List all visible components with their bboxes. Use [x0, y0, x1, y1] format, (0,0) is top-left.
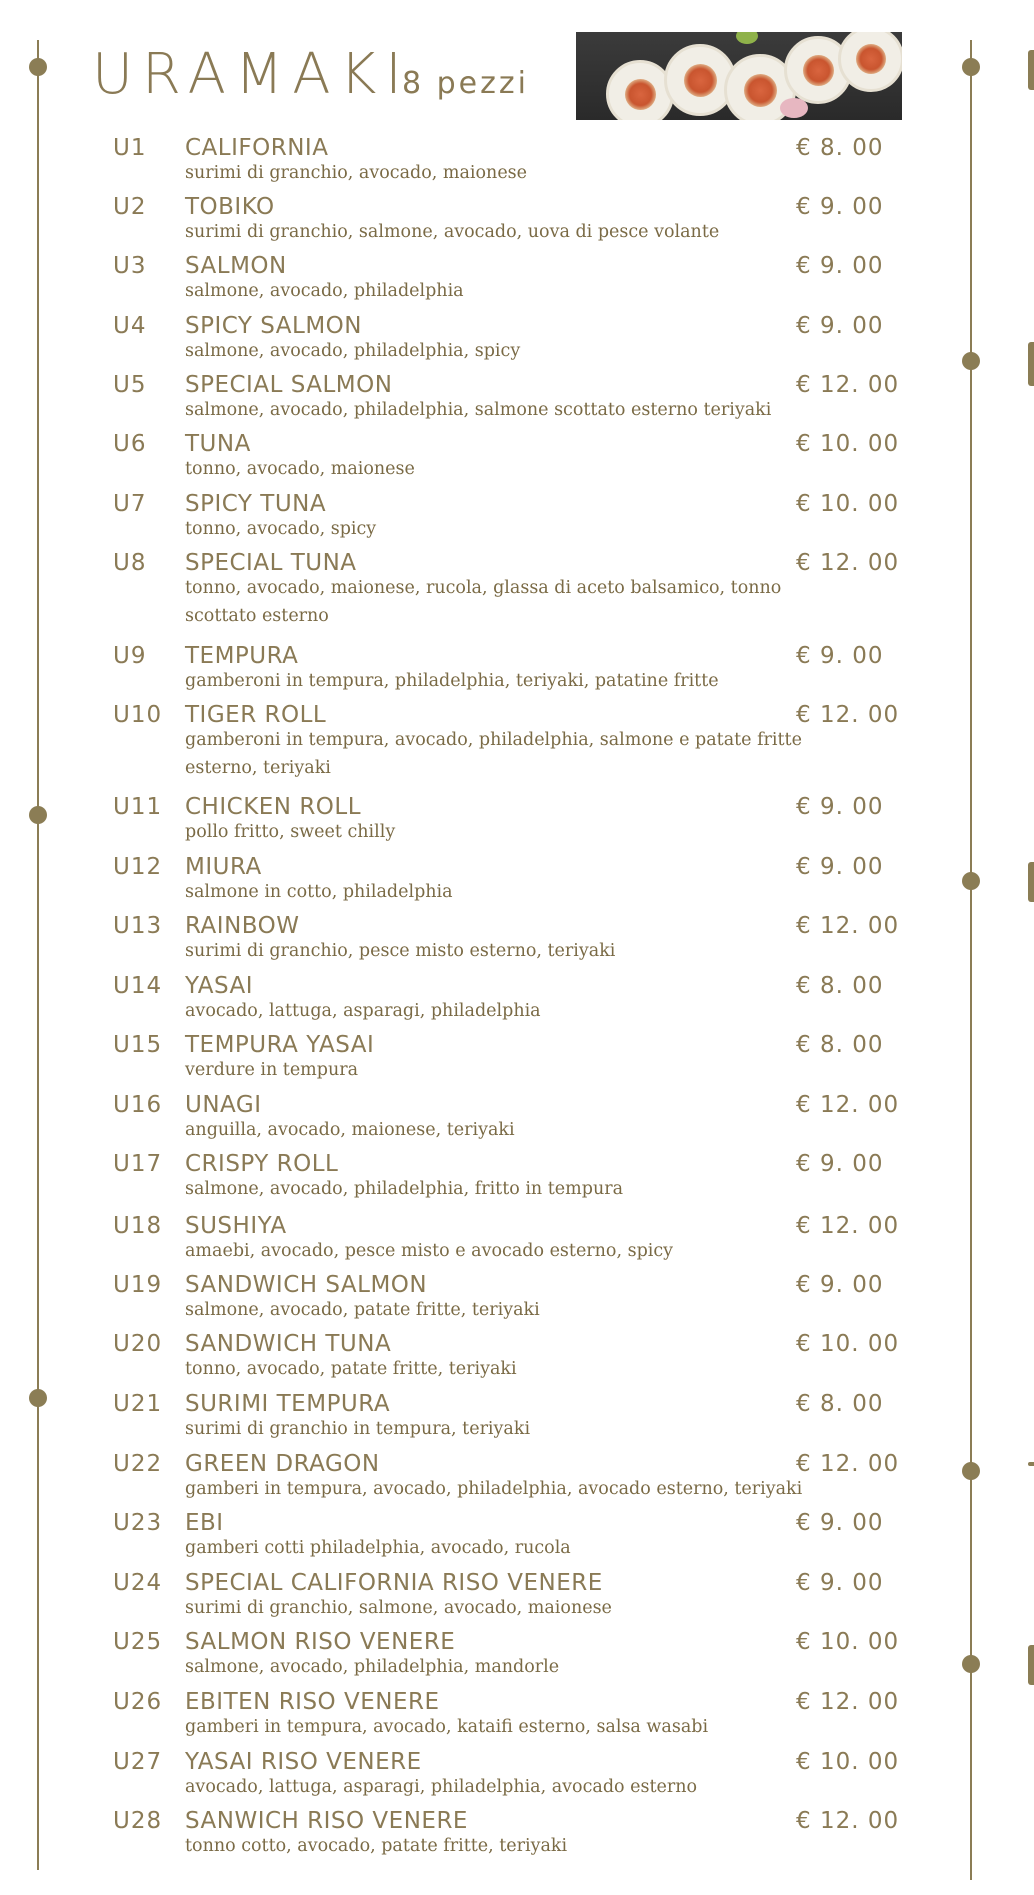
item-code: U9	[113, 643, 147, 669]
item-name: RAINBOW	[185, 913, 300, 939]
item-name: SALMON RISO VENERE	[185, 1629, 456, 1655]
menu-item	[0, 1148, 1034, 1206]
item-name: EBITEN RISO VENERE	[185, 1689, 440, 1715]
item-description: anguilla, avocado, maionese, teriyaki	[185, 1120, 515, 1140]
item-description: salmone, avocado, philadelphia, salmone scottato esterno teriyaki	[185, 400, 772, 420]
garnish-image	[736, 32, 758, 44]
item-code: U16	[113, 1092, 163, 1118]
menu-item	[0, 1089, 1034, 1147]
item-code: U20	[113, 1331, 163, 1357]
menu-item	[0, 1746, 1034, 1804]
item-code: U18	[113, 1213, 163, 1239]
item-name: UNAGI	[185, 1092, 262, 1118]
item-description: salmone, avocado, philadelphia	[185, 281, 464, 301]
menu-item	[0, 1507, 1034, 1565]
item-name: EBI	[185, 1510, 224, 1536]
item-description: tonno, avocado, spicy	[185, 519, 377, 539]
item-name: TEMPURA YASAI	[185, 1032, 375, 1058]
item-price: € 12. 00	[796, 1808, 900, 1834]
item-name: TIGER ROLL	[185, 702, 327, 728]
sushi-photo	[576, 32, 902, 120]
left-border-dot	[29, 58, 47, 76]
item-code: U4	[113, 313, 147, 339]
item-code: U12	[113, 854, 163, 880]
item-price: € 10. 00	[796, 491, 900, 517]
item-name: CHICKEN ROLL	[185, 794, 362, 820]
item-name: YASAI	[185, 973, 254, 999]
menu-item	[0, 310, 1034, 368]
item-code: U17	[113, 1151, 163, 1177]
item-price: € 10. 00	[796, 1331, 900, 1357]
item-name: SURIMI TEMPURA	[185, 1391, 391, 1417]
item-description: salmone, avocado, patate fritte, teriyaki	[185, 1300, 540, 1320]
item-code: U27	[113, 1749, 163, 1775]
item-price: € 9. 00	[796, 1570, 884, 1596]
item-name: SANDWICH TUNA	[185, 1331, 392, 1357]
item-code: U24	[113, 1570, 163, 1596]
item-price: € 12. 00	[796, 550, 900, 576]
item-price: € 9. 00	[796, 194, 884, 220]
item-description: salmone, avocado, philadelphia, spicy	[185, 341, 521, 361]
next-page-edge-mark	[1028, 50, 1034, 90]
item-code: U26	[113, 1689, 163, 1715]
item-description: surimi di granchio, pesce misto esterno, teriyaki	[185, 941, 616, 961]
item-price: € 8. 00	[796, 135, 884, 161]
menu-item	[0, 699, 1034, 778]
item-description: surimi di granchio, salmone, avocado, maionese	[185, 1598, 612, 1618]
item-description: gamberi in tempura, avocado, kataifi esterno, salsa wasabi	[185, 1717, 709, 1737]
item-code: U25	[113, 1629, 163, 1655]
menu-item	[0, 1269, 1034, 1327]
item-code: U7	[113, 491, 147, 517]
item-price: € 10. 00	[796, 1749, 900, 1775]
item-description: tonno, avocado, maionese	[185, 459, 415, 479]
item-code: U10	[113, 702, 163, 728]
item-code: U1	[113, 135, 147, 161]
item-price: € 12. 00	[796, 702, 900, 728]
item-price: € 9. 00	[796, 643, 884, 669]
sushi-roll-image	[838, 32, 902, 92]
menu-item	[0, 970, 1034, 1028]
item-description: tonno, avocado, patate fritte, teriyaki	[185, 1359, 517, 1379]
item-description: verdure in tempura	[185, 1060, 359, 1080]
item-price: € 9. 00	[796, 1510, 884, 1536]
menu-item	[0, 851, 1034, 909]
item-price: € 8. 00	[796, 1391, 884, 1417]
menu-item	[0, 1210, 1034, 1268]
menu-item	[0, 1328, 1034, 1386]
item-price: € 9. 00	[796, 1272, 884, 1298]
item-price: € 12. 00	[796, 1451, 900, 1477]
right-border-dot	[962, 58, 980, 76]
item-price: € 12. 00	[796, 372, 900, 398]
section-title: URAMAKI	[92, 42, 411, 107]
item-price: € 12. 00	[796, 913, 900, 939]
menu-item	[0, 1448, 1034, 1506]
item-code: U8	[113, 550, 147, 576]
item-name: SALMON	[185, 253, 287, 279]
item-code: U21	[113, 1391, 163, 1417]
item-code: U6	[113, 431, 147, 457]
item-price: € 12. 00	[796, 1092, 900, 1118]
menu-item	[0, 1029, 1034, 1087]
item-name: CALIFORNIA	[185, 135, 329, 161]
item-description: pollo fritto, sweet chilly	[185, 822, 396, 842]
item-code: U11	[113, 794, 163, 820]
item-price: € 8. 00	[796, 1032, 884, 1058]
menu-item	[0, 369, 1034, 427]
item-description: tonno cotto, avocado, patate fritte, teriyaki	[185, 1836, 568, 1856]
item-name: SANWICH RISO VENERE	[185, 1808, 468, 1834]
item-name: SPICY TUNA	[185, 491, 327, 517]
item-price: € 12. 00	[796, 1213, 900, 1239]
item-name: SPECIAL SALMON	[185, 372, 393, 398]
item-code: U15	[113, 1032, 163, 1058]
item-price: € 12. 00	[796, 1689, 900, 1715]
menu-item	[0, 547, 1034, 626]
item-code: U28	[113, 1808, 163, 1834]
item-name: GREEN DRAGON	[185, 1451, 380, 1477]
item-description: surimi di granchio, salmone, avocado, uova di pesce volante	[185, 222, 720, 242]
item-name: SUSHIYA	[185, 1213, 287, 1239]
sushi-roll-image	[606, 60, 674, 120]
menu-item	[0, 428, 1034, 486]
item-name: SANDWICH SALMON	[185, 1272, 428, 1298]
item-name: TUNA	[185, 431, 251, 457]
item-name: SPECIAL CALIFORNIA RISO VENERE	[185, 1570, 603, 1596]
item-code: U19	[113, 1272, 163, 1298]
section-subtitle: 8 pezzi	[402, 66, 529, 101]
item-price: € 10. 00	[796, 1629, 900, 1655]
item-description: salmone, avocado, philadelphia, fritto in tempura	[185, 1179, 624, 1199]
item-name: TOBIKO	[185, 194, 275, 220]
item-code: U23	[113, 1510, 163, 1536]
menu-item	[0, 791, 1034, 849]
item-code: U14	[113, 973, 163, 999]
item-code: U13	[113, 913, 163, 939]
item-description: gamberi in tempura, avocado, philadelphia, avocado esterno, teriyaki	[185, 1479, 803, 1499]
item-price: € 9. 00	[796, 794, 884, 820]
menu-item	[0, 191, 1034, 249]
item-name: SPECIAL TUNA	[185, 550, 357, 576]
item-description: salmone in cotto, philadelphia	[185, 882, 453, 902]
item-description: avocado, lattuga, asparagi, philadelphia, avocado esterno	[185, 1777, 698, 1797]
item-description: surimi di granchio, avocado, maionese	[185, 163, 528, 183]
menu-item	[0, 488, 1034, 546]
item-price: € 9. 00	[796, 854, 884, 880]
item-name: TEMPURA	[185, 643, 299, 669]
item-description: salmone, avocado, philadelphia, mandorle	[185, 1657, 560, 1677]
menu-item	[0, 1388, 1034, 1446]
garnish-image	[780, 98, 808, 118]
item-price: € 9. 00	[796, 253, 884, 279]
item-description: amaebi, avocado, pesce misto e avocado esterno, spicy	[185, 1241, 674, 1261]
item-description: gamberoni in tempura, avocado, philadelphia, salmone e patate fritte esterno, teriyaki	[185, 730, 802, 778]
menu-item	[0, 1805, 1034, 1863]
item-description: tonno, avocado, maionese, rucola, glassa di aceto balsamico, tonno scottato esterno	[185, 578, 782, 626]
item-name: YASAI RISO VENERE	[185, 1749, 422, 1775]
item-code: U5	[113, 372, 147, 398]
item-name: SPICY SALMON	[185, 313, 362, 339]
item-code: U22	[113, 1451, 163, 1477]
item-description: surimi di granchio in tempura, teriyaki	[185, 1419, 531, 1439]
item-name: MIURA	[185, 854, 262, 880]
item-price: € 9. 00	[796, 1151, 884, 1177]
item-description: avocado, lattuga, asparagi, philadelphia	[185, 1001, 541, 1021]
menu-item	[0, 132, 1034, 190]
item-description: gamberi cotti philadelphia, avocado, rucola	[185, 1538, 571, 1558]
menu-item	[0, 1626, 1034, 1684]
menu-item	[0, 910, 1034, 968]
item-price: € 9. 00	[796, 313, 884, 339]
item-price: € 10. 00	[796, 431, 900, 457]
menu-item	[0, 250, 1034, 308]
item-code: U2	[113, 194, 147, 220]
menu-item	[0, 640, 1034, 698]
menu-item	[0, 1567, 1034, 1625]
menu-item	[0, 1686, 1034, 1744]
item-description: gamberoni in tempura, philadelphia, teriyaki, patatine fritte	[185, 671, 719, 691]
item-price: € 8. 00	[796, 973, 884, 999]
item-code: U3	[113, 253, 147, 279]
item-name: CRISPY ROLL	[185, 1151, 339, 1177]
